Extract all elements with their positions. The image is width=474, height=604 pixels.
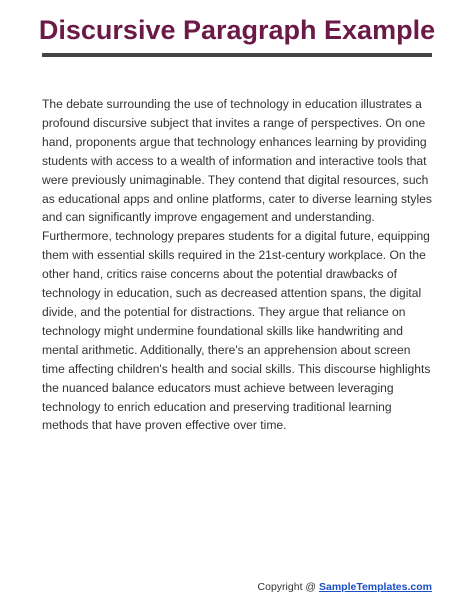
title-underline	[42, 53, 432, 57]
site-link[interactable]: SampleTemplates.com	[318, 581, 432, 593]
copyright-label: Copyright @	[257, 581, 317, 593]
copyright-footer	[258, 580, 432, 594]
page-title: Discursive Paragraph Example	[38, 15, 436, 45]
body-paragraph: The debate surrounding the use of technology in education illustrates a profound discursive subject that invites a range of perspectives. On one hand, proponents argue that technology enhances learning by providing students with access to a wealth of information and interactive tools that were previously unimaginable. They contend that digital resources, such as educational apps and online platforms, cater to diverse learning styles and can significantly improve engagement and understanding. Furthermore, technology prepares students for a digital future, equipping them with essential skills required in the 21st-century workplace. On the other hand, critics raise concerns about the potential drawbacks of technology in education, such as decreased attention spans, the digital divide, and the potential for distractions. They argue that reliance on technology might undermine foundational skills like handwriting and mental arithmetic. Additionally, there's an apprehension about screen time affecting children's health and social skills. This discourse highlights the nuanced balance educators must achieve between leveraging technology to enrich education and preserving traditional learning methods that have proven effective over time.	[42, 97, 432, 433]
